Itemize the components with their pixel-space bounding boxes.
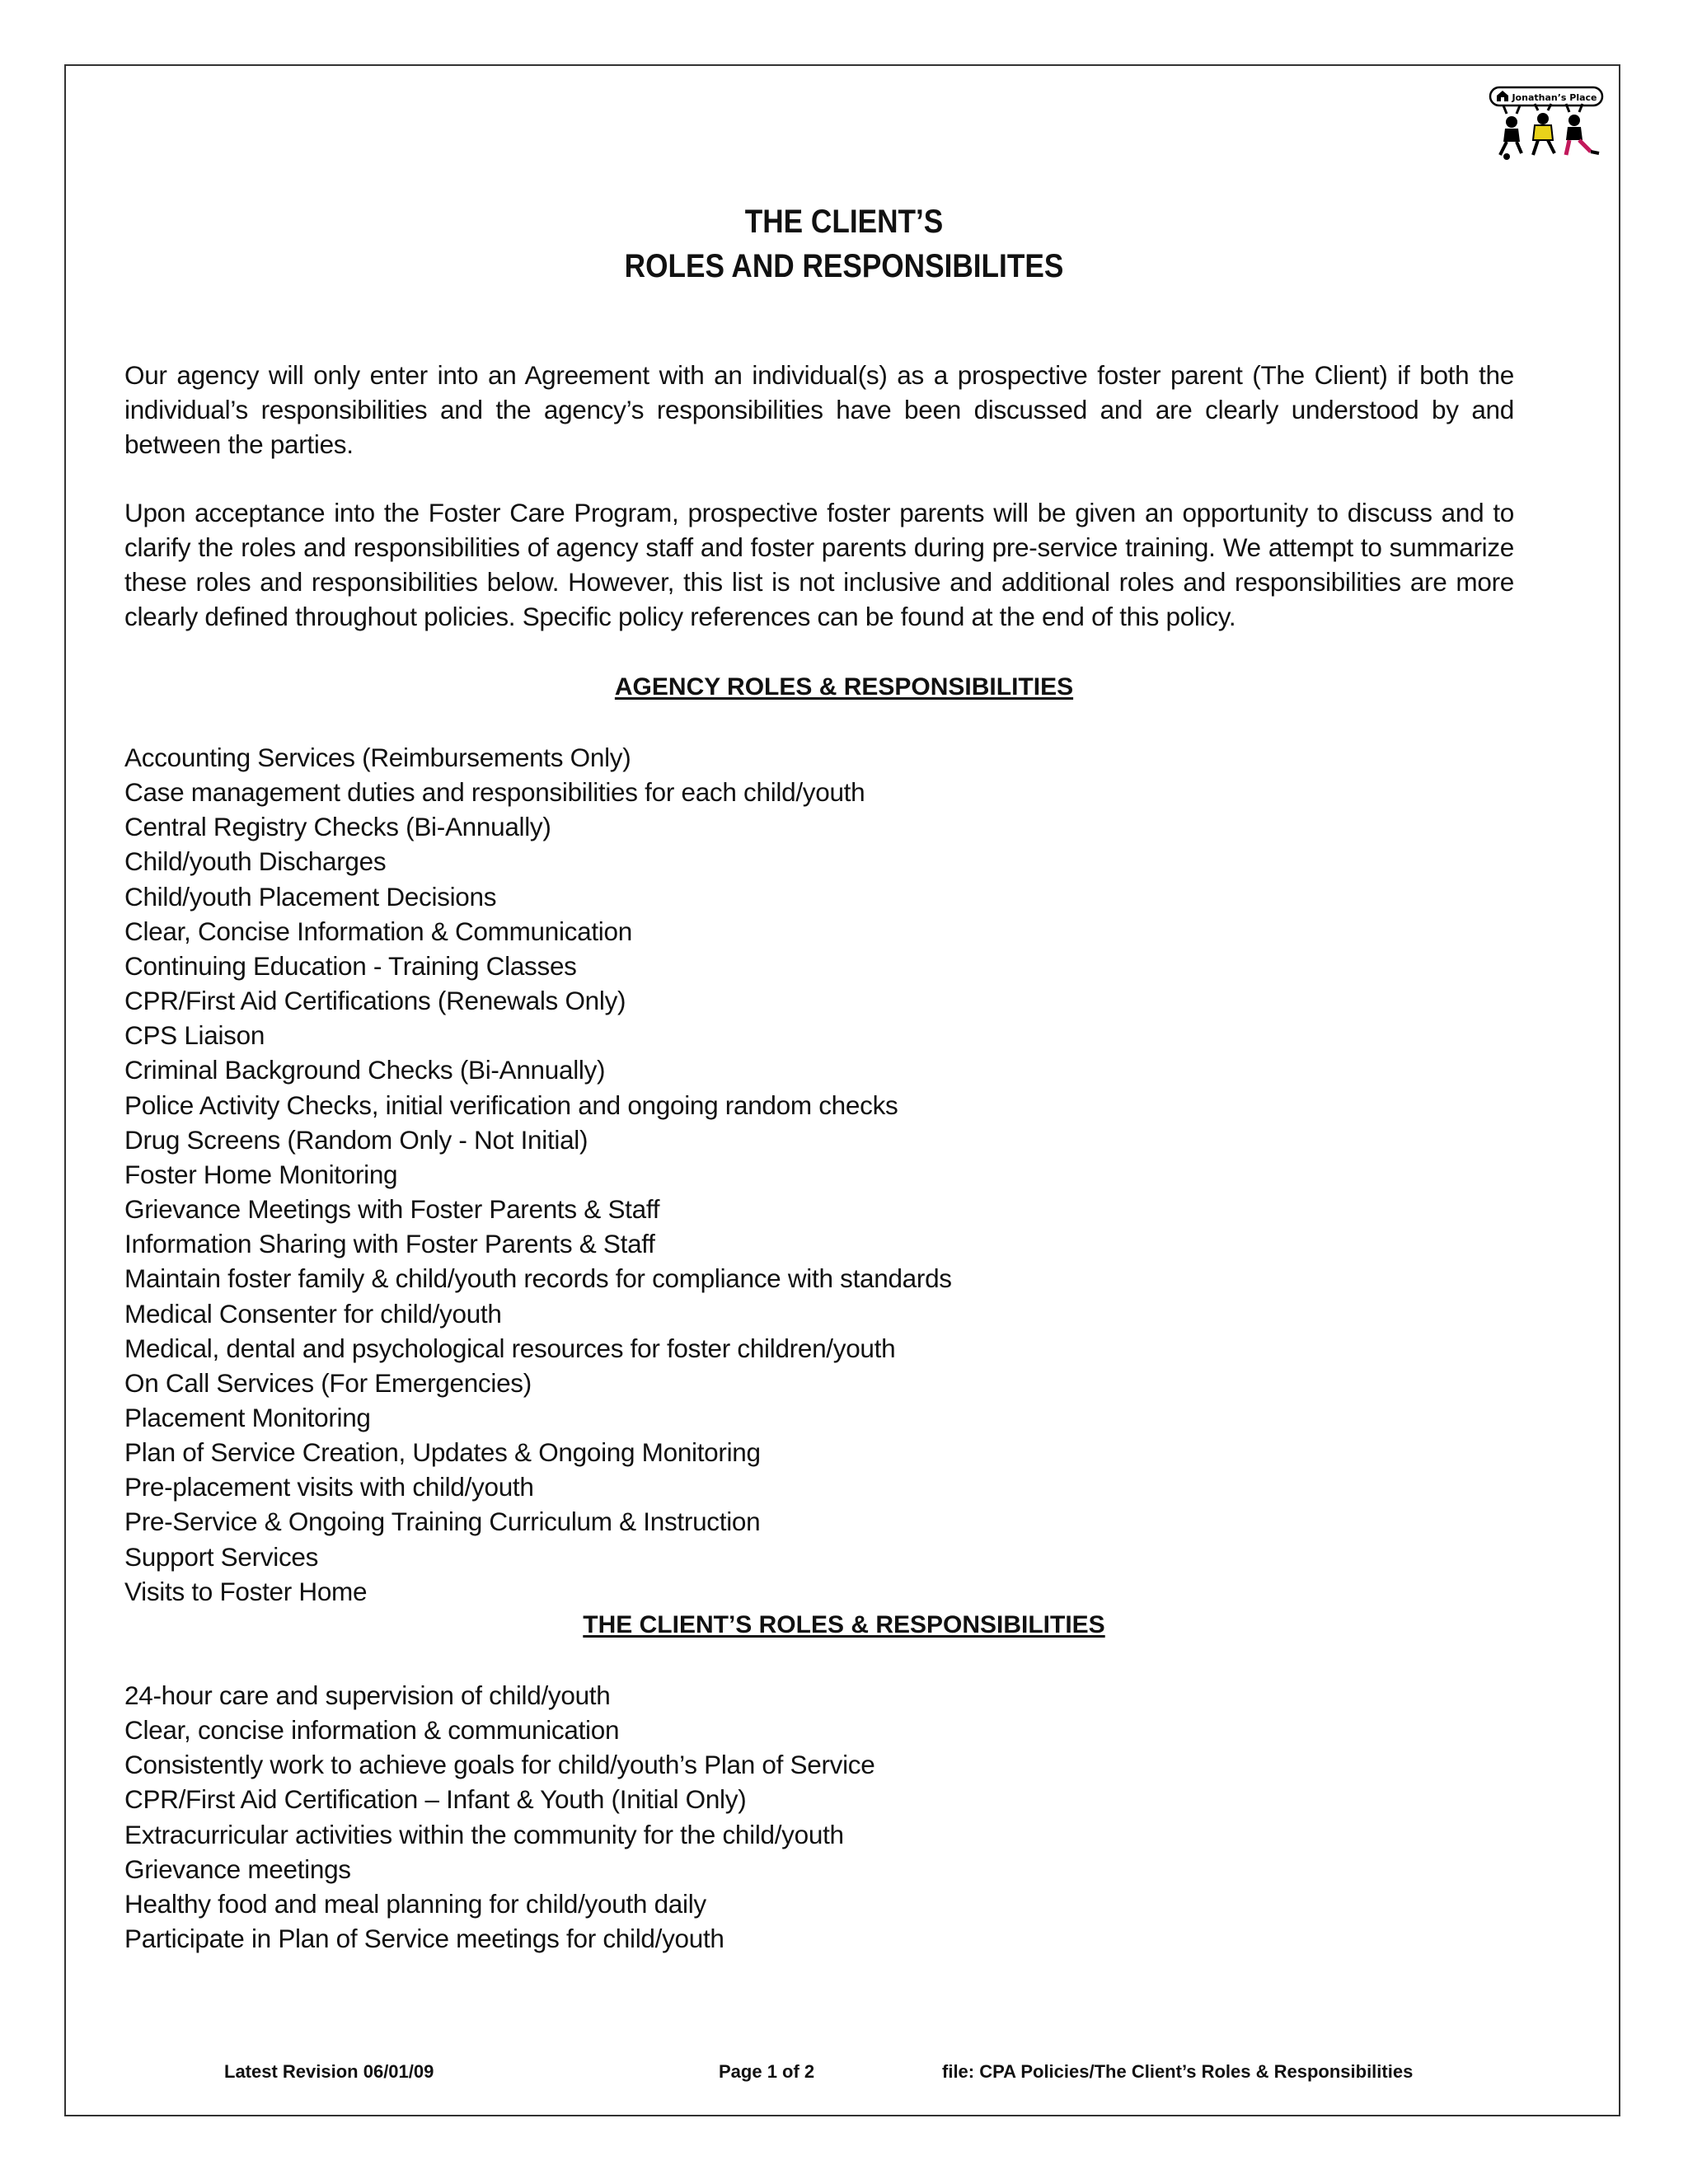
list-item: Police Activity Checks, initial verification and ongoing random checks xyxy=(124,1090,898,1120)
list-item: CPS Liaison xyxy=(124,1020,265,1051)
list-item: Information Sharing with Foster Parents & Staff xyxy=(124,1229,655,1259)
list-item: Child/youth Discharges xyxy=(124,846,387,877)
list-item: Visits to Foster Home xyxy=(124,1576,368,1606)
list-item: Medical, dental and psychological resources for foster children/youth xyxy=(124,1333,896,1363)
list-item: Drug Screens (Random Only - Not Initial) xyxy=(124,1124,588,1155)
list-item: Extracurricular activities within the community for the child/youth xyxy=(124,1819,844,1849)
list-item: On Call Services (For Emergencies) xyxy=(124,1367,532,1398)
training-paragraph: Upon acceptance into the Foster Care Program, prospective foster parents will be given an opportunity to discuss and to clarify the roles and responsibilities of agency staff and foster parents during pre-service training. We attempt to summarize these roles and responsibilities below. However, this list is not inclusive and additional roles and responsibilities are more clearly defined throughout policies. Specific policy references can be found at the end of this policy. xyxy=(124,498,1514,631)
footer-file-path: file: CPA Policies/The Client’s Roles & Responsibilities xyxy=(942,2061,1414,2082)
agency-section-heading: AGENCY ROLES & RESPONSIBILITIES xyxy=(614,673,1074,701)
agency-responsibilities-list xyxy=(124,740,952,1609)
list-item: Continuing Education - Training Classes xyxy=(124,950,577,981)
title-line-1: THE CLIENT’S xyxy=(744,204,944,240)
list-item: Accounting Services (Reimbursements Only) xyxy=(124,743,631,772)
list-item: Plan of Service Creation, Updates & Ongoing Monitoring xyxy=(124,1437,761,1468)
list-item: 24-hour care and supervision of child/youth xyxy=(124,1680,611,1710)
list-item: Medical Consenter for child/youth xyxy=(124,1298,502,1329)
list-item: CPR/First Aid Certifications (Renewals Only) xyxy=(124,986,626,1016)
list-item: Criminal Background Checks (Bi-Annually) xyxy=(124,1055,606,1085)
footer-revision: Latest Revision 06/01/09 xyxy=(224,2061,434,2082)
list-item: Clear, concise information & communication xyxy=(124,1715,620,1746)
list-item: Foster Home Monitoring xyxy=(124,1159,398,1189)
list-item: Child/youth Placement Decisions xyxy=(124,881,497,912)
list-item: Clear, Concise Information & Communication xyxy=(124,916,632,946)
list-item: Maintain foster family & child/youth records for compliance with standards xyxy=(124,1263,952,1294)
list-item: Central Registry Checks (Bi-Annually) xyxy=(124,812,551,842)
list-item: Pre-Service & Ongoing Training Curriculum & Instruction xyxy=(124,1507,761,1537)
list-item: Pre-placement visits with child/youth xyxy=(124,1472,534,1502)
list-item: Consistently work to achieve goals for child/youth’s Plan of Service xyxy=(124,1750,875,1780)
list-item: Grievance Meetings with Foster Parents & Staff xyxy=(124,1194,660,1225)
client-responsibilities-list xyxy=(124,1678,874,1956)
title-line-2: ROLES AND RESPONSIBILITES xyxy=(624,248,1064,284)
list-item: CPR/First Aid Certification – Infant & Youth (Initial Only) xyxy=(124,1784,747,1815)
list-item: Case management duties and responsibilities for each child/youth xyxy=(124,777,865,808)
intro-paragraph: Our agency will only enter into an Agreement with an individual(s) as a prospective foster parent (The Client) if both the individual’s responsibilities and the agency’s responsibilities have been discussed and are clearly understood by and between the parties. xyxy=(124,360,1514,459)
agency-logo xyxy=(1489,86,1606,162)
list-item: Support Services xyxy=(124,1541,319,1572)
document-title xyxy=(101,199,1587,288)
client-section-heading: THE CLIENT’S ROLES & RESPONSIBILITIES xyxy=(583,1611,1105,1638)
list-item: Grievance meetings xyxy=(124,1854,351,1884)
svg-text:Jonathan’s Place: Jonathan’s Place xyxy=(1512,92,1597,103)
list-item: Healthy food and meal planning for child/youth daily xyxy=(124,1888,706,1919)
list-item: Participate in Plan of Service meetings for child/youth xyxy=(124,1924,724,1954)
footer-page-number: Page 1 of 2 xyxy=(719,2061,815,2082)
list-item: Placement Monitoring xyxy=(124,1402,371,1432)
